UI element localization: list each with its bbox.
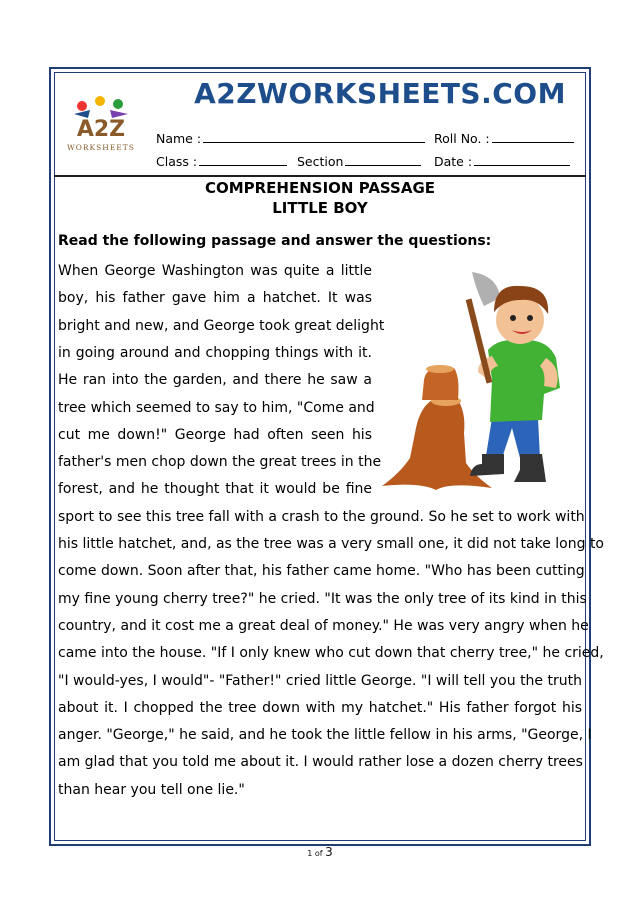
page-number [0,845,640,859]
page-number-prefix: 1 of [307,849,323,858]
passage-title: COMPREHENSION PASSAGE [204,179,436,197]
header-divider [54,175,586,177]
passage-line: forest, and he thought that it would be fine [58,481,372,498]
class-line [199,153,287,166]
passage-line: tree which seemed to say to him, "Come and [58,399,375,416]
passage-line: bright and new, and George took great delight [58,317,385,334]
site-logo [60,92,142,154]
passage-line: He ran into the garden, and there he saw a [58,372,372,389]
passage-line: in going around and chopping things with it. [58,344,372,361]
logo-subtext: WORKSHEETS [67,143,135,152]
passage-line: boy, his father gave him a hatchet. It was [58,290,372,307]
passage-line: about it. I chopped the tree down with my hatchet." His father forgot his [58,699,582,716]
passage-line: sport to see this tree fall with a crash to the ground. So he set to work with [58,508,585,525]
passage-line: cut me down!" George had often seen his [58,426,372,443]
passage-line: "I would-yes, I would"- "Father!" cried little George. "I will tell you the truth [58,672,582,689]
boy-with-axe-illustration [380,268,585,498]
instructions: Read the following passage and answer the questions: [58,233,492,249]
date-line [474,153,570,166]
passage-line: When George Washington was quite a little [58,263,372,279]
passage-line: than hear you tell one lie." [58,781,245,798]
class-label: Class : [156,154,198,169]
name-field[interactable] [156,130,425,146]
passage-line: anger. "George," he said, and he took the little fellow in his arms, "George, I [58,727,592,744]
roll-line [492,130,574,143]
section-line [345,153,421,166]
passage-line: my fine young cherry tree?" he cried. "It was the only tree of its kind in this [58,590,587,607]
logo-letters: A2Z [76,117,126,142]
passage-subtitle: LITTLE BOY [272,199,368,217]
passage-line: came into the house. "If I only knew who cut down that cherry tree," he cried, [58,645,604,662]
name-label: Name : [156,131,202,146]
page-number-total: 3 [325,845,333,859]
date-field[interactable] [434,153,570,169]
passage-line: am glad that you told me about it. I would rather lose a dozen cherry trees [58,754,583,771]
passage-line: come down. Soon after that, his father came home. "Who has been cutting [58,563,585,580]
class-field[interactable] [156,153,287,169]
date-label: Date : [434,154,473,169]
roll-field[interactable] [434,130,574,146]
roll-label: Roll No. : [434,131,490,146]
passage-line: father's men chop down the great trees in the [58,454,382,471]
passage-line: country, and it cost me a great deal of money." He was very angry when he [58,617,589,634]
name-line [203,130,425,143]
section-field[interactable] [297,153,421,169]
section-label: Section [297,154,344,169]
site-title: A2ZWORKSHEETS.COM [194,77,566,110]
passage-line: his little hatchet, and, as the tree was a very small one, it did not take long to [58,536,604,552]
